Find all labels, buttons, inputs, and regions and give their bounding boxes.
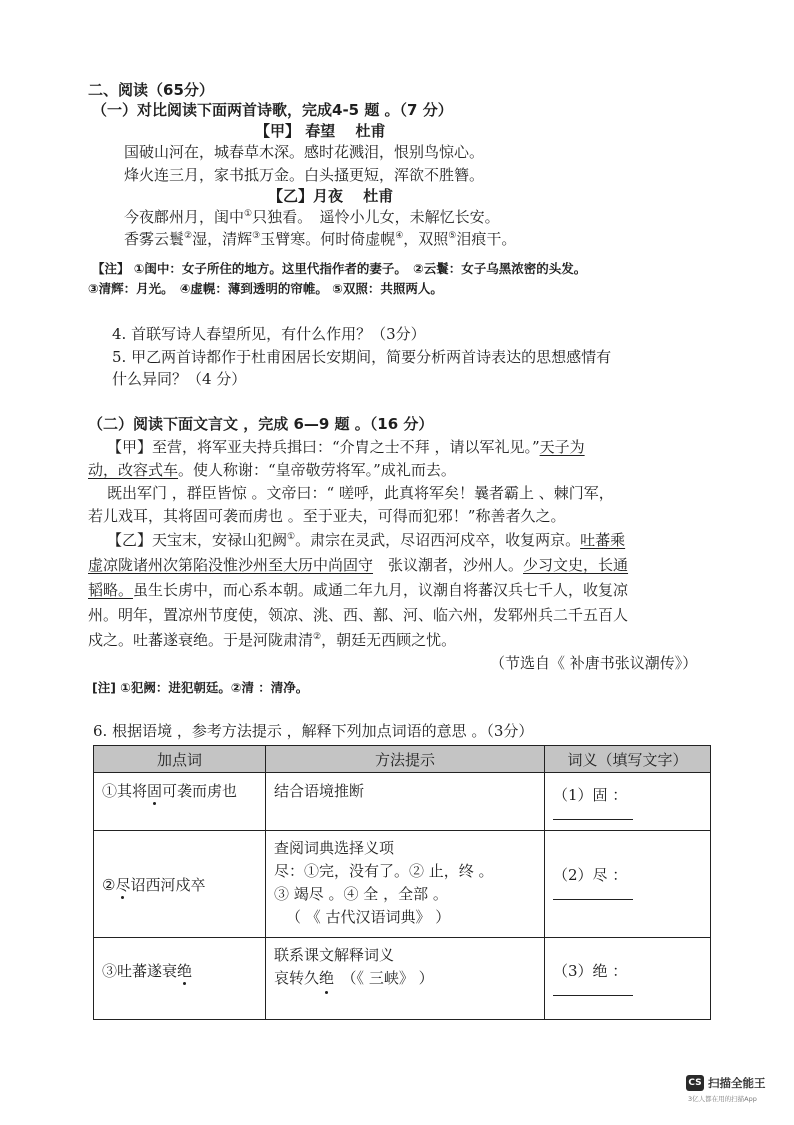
watermark-tagline: 3亿人都在用的扫描App	[688, 1095, 757, 1103]
hint-cell: 联系课文解释词义 哀转久绝 （《 三峡》 ）	[266, 938, 545, 1020]
text-source: （节选自《 补唐书张议潮传》）	[490, 654, 698, 672]
question-6-table	[93, 745, 711, 1020]
footnote-mark: ①	[244, 209, 253, 219]
table-row	[94, 831, 711, 938]
question-6-prompt: 6. 根据语境 ，参考方法提示 ，解释下列加点词语的意思 。（3分）	[93, 722, 534, 740]
poem-a-title: 【甲】 春望 杜甫	[255, 122, 386, 140]
camscanner-logo-icon: CS	[686, 1075, 704, 1091]
poem-note-line2: ③清辉：月光。 ④虚幌：薄到透明的帘帷。 ⑤双照：共照两人。	[88, 281, 443, 296]
text-a-line1: 【甲】至营，将军亚夫持兵揖曰：“介胄之士不拜 ，请以军礼见。”天子为	[107, 438, 585, 456]
footnote-mark: ②	[184, 231, 193, 241]
table-header-row	[94, 746, 711, 773]
footnote-mark: ③	[252, 231, 261, 241]
footnote-mark: ④	[395, 231, 404, 241]
header-hint: 方法提示	[266, 746, 545, 773]
answer-cell[interactable]: （2）尽 ：	[545, 831, 711, 938]
answer-blank[interactable]	[553, 981, 633, 996]
footnote-mark: ⑤	[448, 231, 457, 241]
poem-b-line1: 今夜鄜州月，闺中①只独看。 遥怜小儿女，未解忆长安。	[124, 208, 500, 226]
text-b-line2: 虚凉陇诸州次第陷没惟沙州至大历中尚固守 张议潮者，沙州人。少习文史，长通	[88, 556, 629, 574]
poem-a-line1: 国破山河在，城春草木深。感时花溅泪，恨别鸟惊心。	[124, 143, 485, 161]
watermark-app-name: 扫描全能王	[708, 1076, 766, 1090]
scanner-watermark	[686, 1075, 766, 1091]
text-b-line1: 【乙】天宝末，安禄山犯阙①。肃宗在灵武，尽诏西河戍卒，收复两京。吐蕃乘	[107, 531, 626, 549]
text-a-line4: 若儿戏耳，其将固可袭而虏也 。至于亚夫，可得而犯邪！”称善者久之。	[88, 507, 566, 525]
poem-b-line2: 香雾云鬟②湿，清辉③玉臂寒。何时倚虚幌④，双照⑤泪痕干。	[124, 230, 517, 248]
poem-note-line1: 【注】 ①闺中：女子所住的地方。这里代指作者的妻子。 ②云鬟：女子乌黑浓密的头发。	[92, 261, 587, 276]
text-note: [注] ①犯阙：进犯朝廷。②清 ：清净。	[92, 680, 309, 695]
text-a-line3: 既出军门 ，群臣皆惊 。文帝曰：“ 嗟呼，此真将军矣！曩者霸上 、棘门军，	[107, 484, 614, 502]
poem-b-title: 【乙】月夜 杜甫	[268, 187, 394, 205]
table-row	[94, 938, 711, 1020]
word-cell: ①其将固可袭而虏也	[94, 773, 266, 831]
answer-blank[interactable]	[553, 885, 633, 900]
word-cell: ③吐蕃遂衰绝	[94, 938, 266, 1020]
part1-heading: （一）对比阅读下面两首诗歌，完成4-5 题 。（7 分）	[92, 101, 453, 119]
part2-heading: （二）阅读下面文言文 ，完成 6—9 题 。（16 分）	[88, 415, 434, 433]
poem-a-line2: 烽火连三月，家书抵万金。白头搔更短，浑欲不胜簪。	[124, 166, 485, 184]
text-b-line3: 韬略。虽生长虏中，而心系本朝。咸通二年九月，议潮自将蕃汉兵七千人，收复凉	[88, 581, 629, 599]
hint-cell: 结合语境推断	[266, 773, 545, 831]
question-5-line2: 什么异同？（4 分）	[112, 370, 247, 388]
hint-cell: 查阅词典选择义项 尽：①完，没有了。② 止，终 。 ③ 竭尽 。④ 全 ，全部 。 （ 《 古代汉语词典》 ）	[266, 831, 545, 938]
answer-cell[interactable]: （1）固 ：	[545, 773, 711, 831]
text-a-line2: 动，改容式车。使人称谢：“皇帝敬劳将军。”成礼而去。	[88, 461, 456, 479]
table-row	[94, 773, 711, 831]
word-cell: ②尽诏西河戍卒	[94, 831, 266, 938]
header-word: 加点词	[94, 746, 266, 773]
section-title: 二、阅读（65分）	[88, 81, 214, 99]
text-b-line4: 州。明年，置凉州节度使，领凉、洮、西、鄯、河、临六州，发郓州兵二千五百人	[88, 606, 629, 624]
text-b-line5: 戍之。吐蕃遂衰绝。于是河陇肃清②，朝廷无西顾之忧。	[88, 631, 457, 649]
header-meaning: 词义（填写文字）	[545, 746, 711, 773]
answer-blank[interactable]	[553, 805, 633, 820]
question-5-line1: 5. 甲乙两首诗都作于杜甫困居长安期间，简要分析两首诗表达的思想感情有	[112, 348, 612, 366]
answer-cell[interactable]: （3）绝 ：	[545, 938, 711, 1020]
question-4: 4. 首联写诗人春望所见，有什么作用？（3分）	[112, 325, 426, 343]
